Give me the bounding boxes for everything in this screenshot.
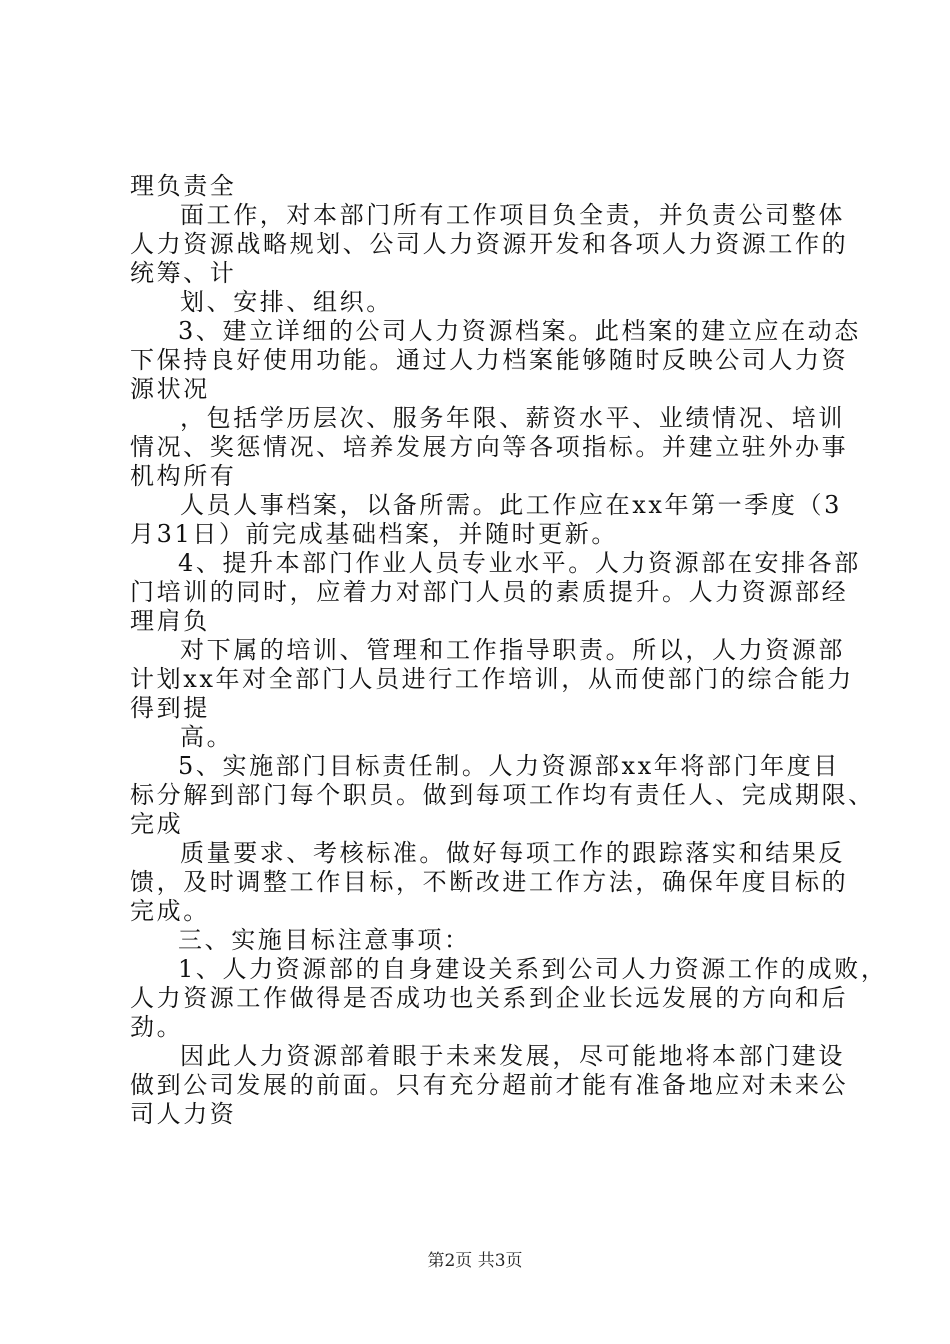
text-line: 情况、奖惩情况、培养发展方向等各项指标。并建立驻外办事 — [130, 433, 849, 461]
text-line: 劲。 — [130, 1013, 184, 1041]
text-line: 馈，及时调整工作目标，不断改进工作方法，确保年度目标的 — [130, 868, 849, 896]
text-line: 质量要求、考核标准。做好每项工作的跟踪落实和结果反 — [180, 839, 845, 867]
text-line: ，包括学历层次、服务年限、薪资水平、业绩情况、培训 — [180, 404, 845, 432]
text-line: 标分解到部门每个职员。做到每项工作均有责任人、完成期限、 — [130, 781, 875, 809]
text-line: 理负责全 — [130, 172, 237, 200]
text-line: 司人力资 — [130, 1100, 237, 1128]
text-line: 理肩负 — [130, 607, 210, 635]
text-line: 高。 — [180, 723, 234, 751]
text-line: 月31日）前完成基础档案，并随时更新。 — [130, 520, 618, 548]
text-line: 完成 — [130, 810, 184, 838]
text-line: 做到公司发展的前面。只有充分超前才能有准备地应对未来公 — [130, 1071, 849, 1099]
text-line: 完成。 — [130, 897, 210, 925]
document-body — [130, 172, 888, 1129]
page-indicator: 第2页 共3页 — [427, 1251, 523, 1271]
text-line: 人力资源工作做得是否成功也关系到企业长远发展的方向和后 — [130, 984, 849, 1012]
text-line: 统筹、计 — [130, 259, 237, 287]
text-line: 人力资源战略规划、公司人力资源开发和各项人力资源工作的 — [130, 230, 849, 258]
text-line: 4、提升本部门作业人员专业水平。人力资源部在安排各部 — [178, 549, 861, 577]
text-line: 机构所有 — [130, 462, 237, 490]
text-line: 人员人事档案，以备所需。此工作应在xx年第一季度（3 — [180, 491, 842, 519]
text-line: 源状况 — [130, 375, 210, 403]
text-line: 计划xx年对全部门人员进行工作培训，从而使部门的综合能力 — [130, 665, 854, 693]
page-footer — [0, 1246, 950, 1271]
text-line: 5、实施部门目标责任制。人力资源部xx年将部门年度目 — [178, 752, 840, 780]
text-line: 面工作，对本部门所有工作项目负全责，并负责公司整体 — [180, 201, 845, 229]
text-line: 门培训的同时，应着力对部门人员的素质提升。人力资源部经 — [130, 578, 849, 606]
text-line: 划、安排、组织。 — [180, 288, 393, 316]
text-line: 下保持良好使用功能。通过人力档案能够随时反映公司人力资 — [130, 346, 849, 374]
text-line: 1、人力资源部的自身建设关系到公司人力资源工作的成败， — [178, 955, 888, 983]
text-line: 对下属的培训、管理和工作指导职责。所以，人力资源部 — [180, 636, 845, 664]
text-line: 因此人力资源部着眼于未来发展，尽可能地将本部门建设 — [180, 1042, 845, 1070]
text-line: 得到提 — [130, 694, 210, 722]
text-line: 三、实施目标注意事项： — [178, 926, 471, 954]
text-line: 3、建立详细的公司人力资源档案。此档案的建立应在动态 — [178, 317, 861, 345]
